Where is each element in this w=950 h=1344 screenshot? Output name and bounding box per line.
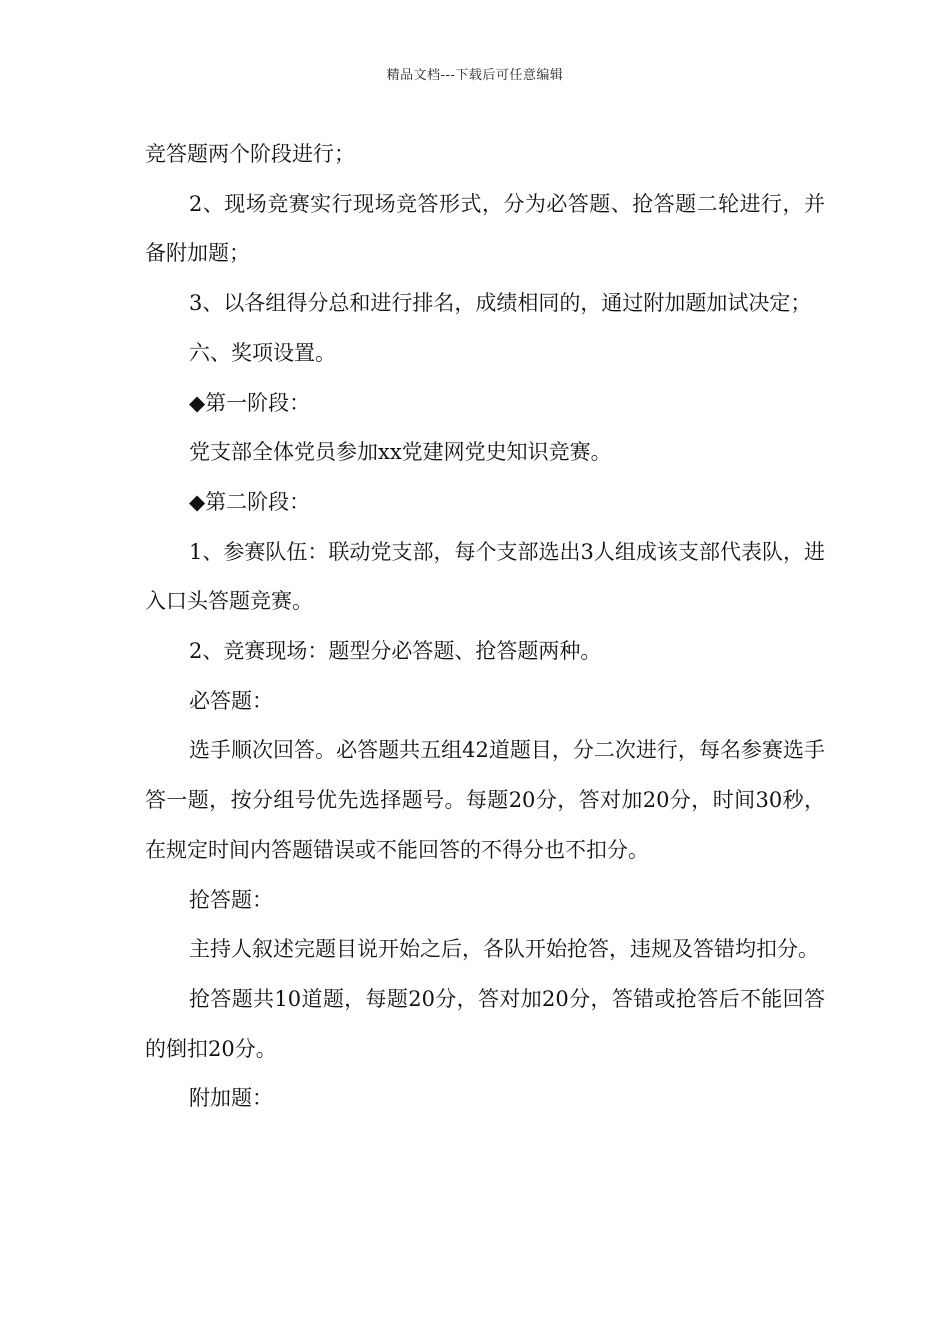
paragraph-3: 3、以各组得分总和进行排名，成绩相同的，通过附加题加试决定；	[189, 291, 812, 316]
paragraph-buzzer-start: 主持人叙述完题目说开始之后，各队开始抢答，违规及答错均扣分。	[189, 937, 819, 962]
document-body	[145, 130, 825, 1124]
paragraph-stage-one: 党支部全体党员参加xx党建网党史知识竞赛。	[189, 440, 612, 465]
stage-two-heading: ◆第二阶段：	[189, 489, 311, 514]
bonus-questions-heading: 附加题：	[189, 1086, 273, 1111]
required-questions-heading: 必答题：	[189, 688, 273, 713]
paragraph-venue: 2、竞赛现场：题型分必答题、抢答题两种。	[189, 639, 602, 664]
paragraph-2: 2、现场竞赛实行现场竞答形式，分为必答题、抢答题二轮进行，并备附加题；	[145, 191, 825, 266]
paragraph-required-rules: 选手顺次回答。必答题共五组42道题目，分二次进行，每名参赛选手答一题，按分组号优先选择题号。每题20分，答对加20分，时间30秒，在规定时间内答题错误或不能回答的不得分也不扣分。	[145, 738, 825, 862]
stage-one-heading: ◆第一阶段：	[189, 390, 311, 415]
section-heading-awards: 六、奖项设置。	[189, 340, 336, 365]
paragraph-1: 竞答题两个阶段进行；	[145, 142, 355, 166]
page-header: 精品文档---下载后可任意编辑	[386, 68, 564, 83]
paragraph-buzzer-scoring: 抢答题共10道题，每题20分，答对加20分，答错或抢答后不能回答的倒扣20分。	[145, 986, 825, 1061]
buzzer-questions-heading: 抢答题：	[189, 887, 273, 912]
paragraph-teams: 1、参赛队伍：联动党支部，每个支部选出3人组成该支部代表队，进入口头答题竞赛。	[145, 539, 825, 614]
